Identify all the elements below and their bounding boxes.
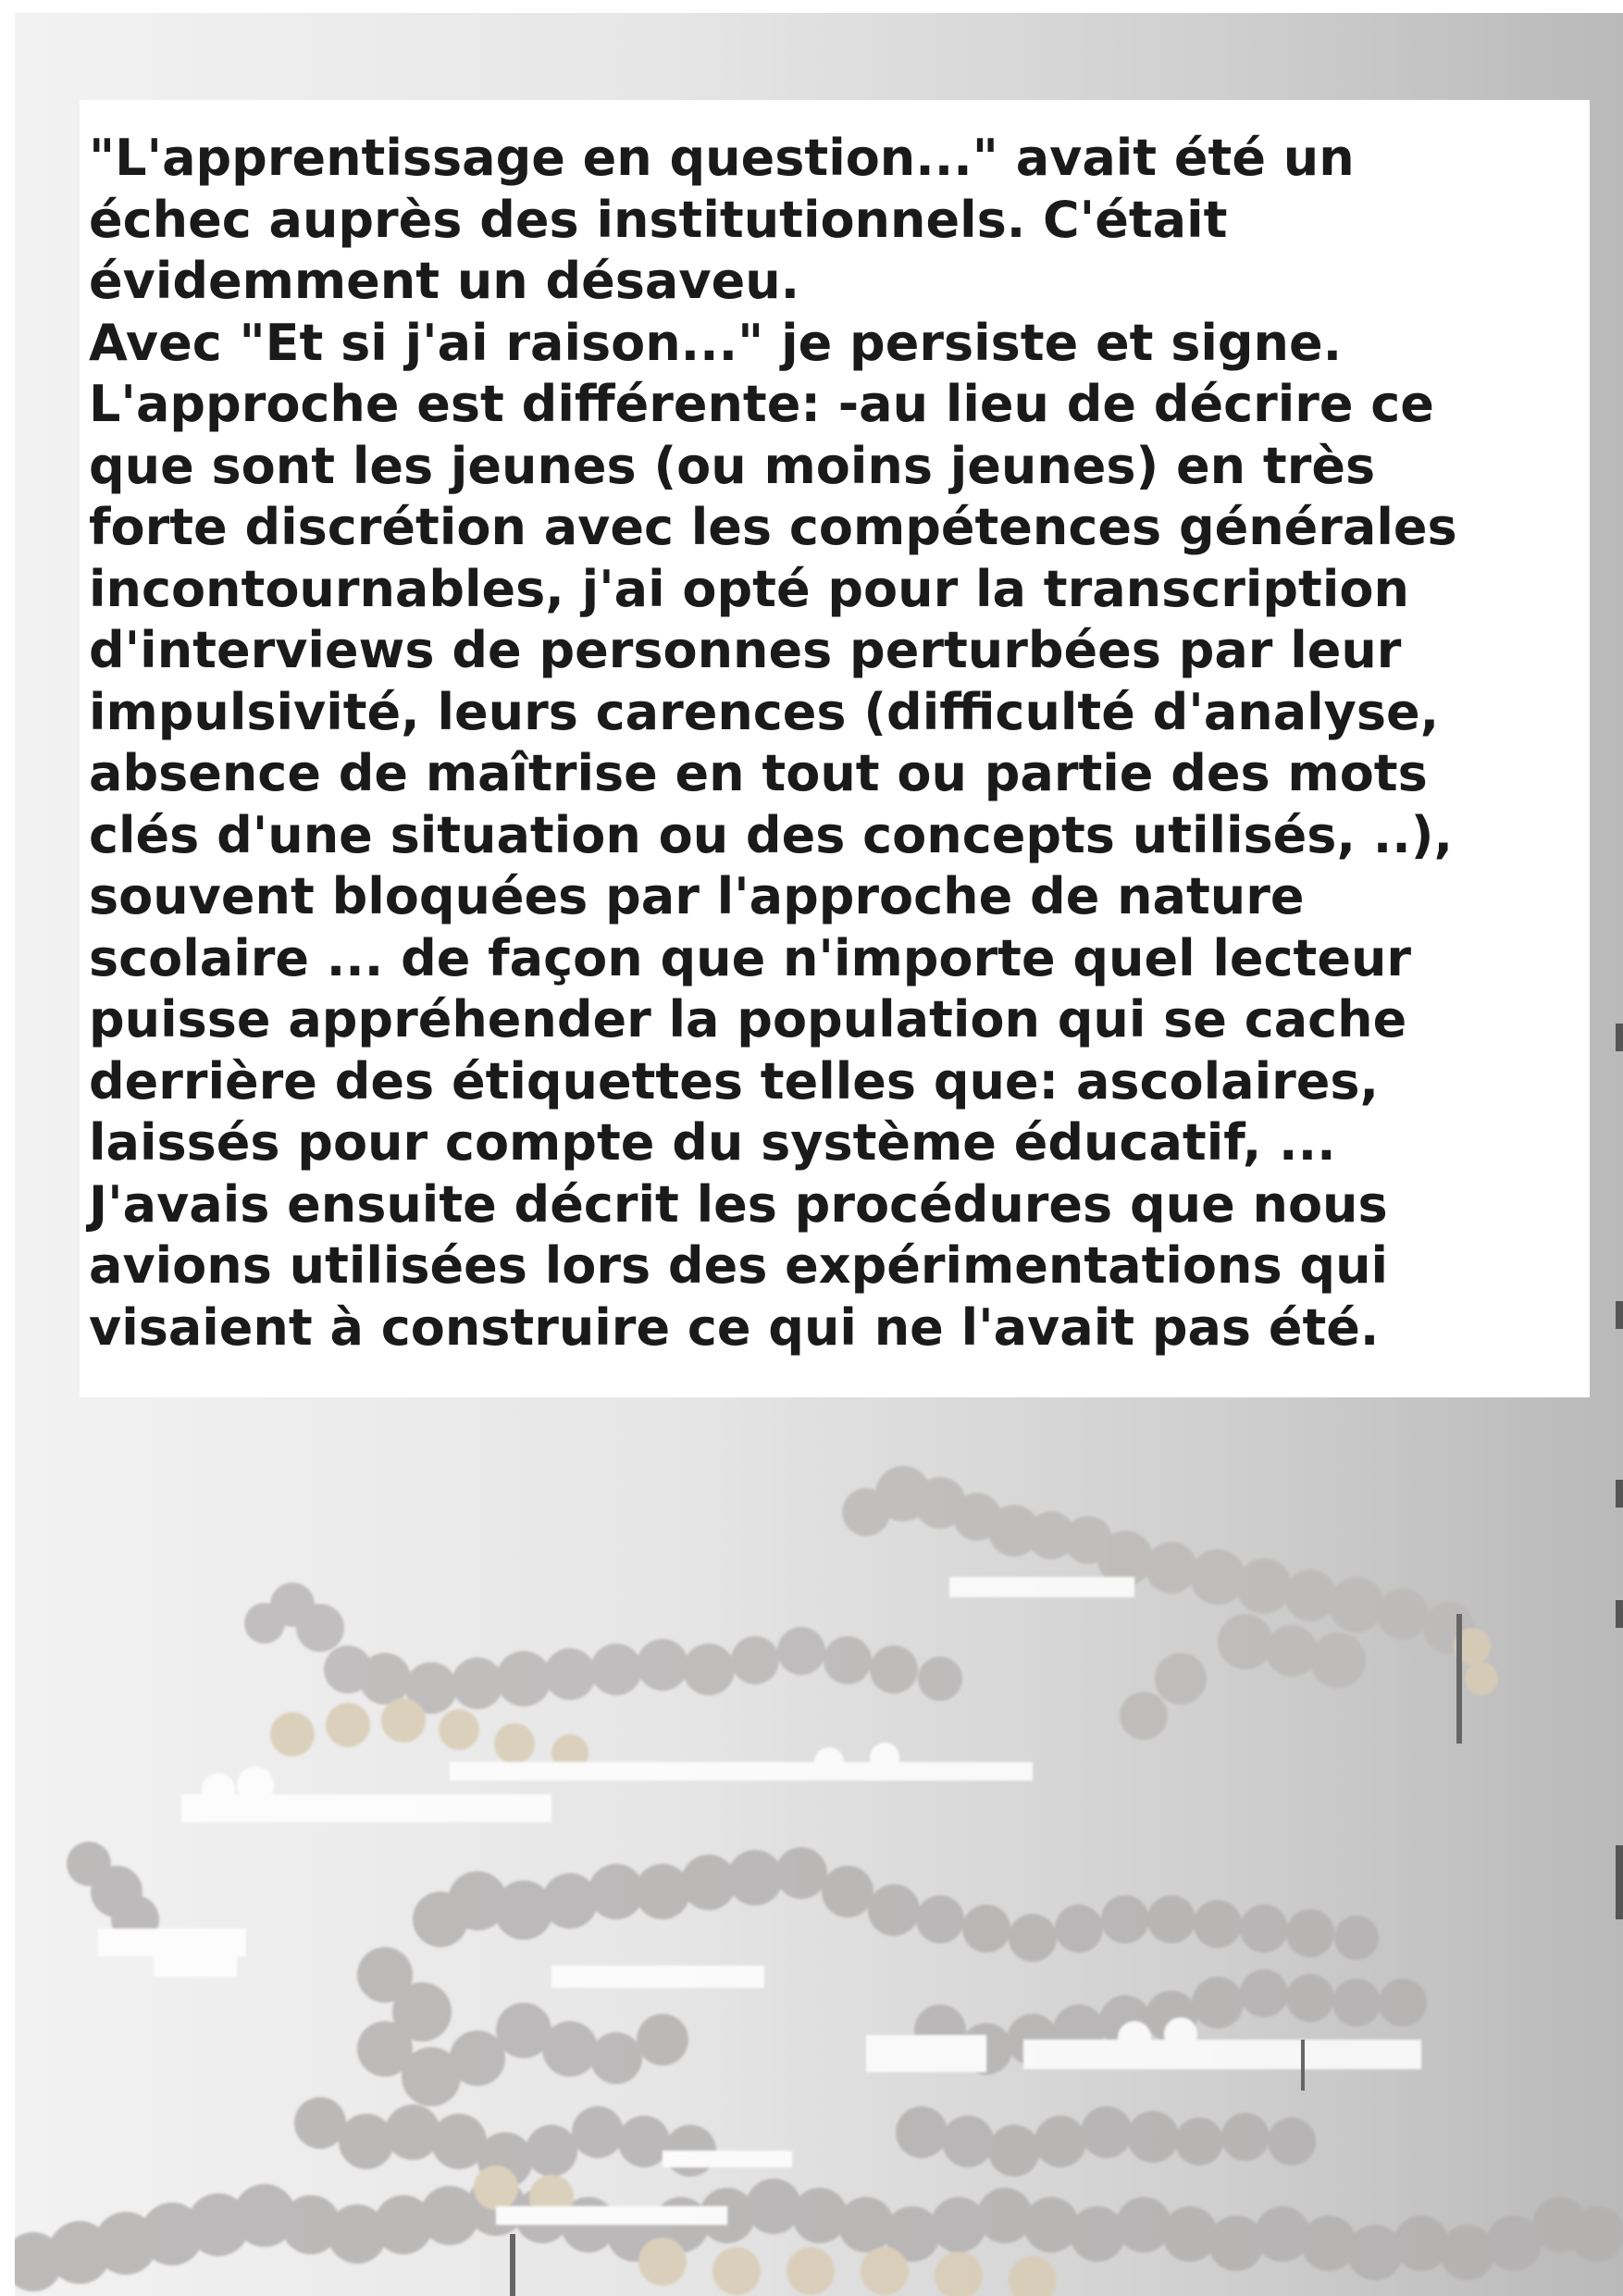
text-line: scolaire ... de façon que n'importe quel lecteur: [89, 928, 1412, 987]
text-line: impulsivité, leurs carences (difficulté d'analyse,: [89, 682, 1440, 741]
paragraph-procedures: [89, 1174, 1590, 1359]
text-line: "L'apprentissage en question..." avait été un: [89, 129, 1355, 187]
edge-mark: [1616, 1600, 1623, 1628]
text-line: visaient à construire ce qui ne l'avait pas été.: [89, 1297, 1380, 1357]
text-line: clés d'une situation ou des concepts utilisés, ..),: [89, 805, 1453, 864]
edge-mark: [1616, 1480, 1623, 1508]
text-line: évidemment un désaveu.: [89, 252, 800, 310]
text-line: souvent bloquées par l'approche de nature: [89, 867, 1305, 925]
text-line: derrière des étiquettes telles que: ascolaires,: [89, 1051, 1380, 1111]
text-line: que sont les jeunes (ou moins jeunes) en très: [89, 436, 1376, 495]
text-line: L'approche est différente: -au lieu de décrire ce: [89, 375, 1434, 433]
edge-mark: [1616, 1301, 1623, 1329]
text-line: échec auprès des institutionnels. C'était: [89, 190, 1228, 249]
text-box: [80, 100, 1590, 1397]
page-background: [15, 13, 1623, 2296]
text-line: incontournables, j'ai opté pour la transcription: [89, 559, 1409, 618]
text-line: puisse appréhender la population qui se cache: [89, 990, 1407, 1049]
text-line: avions utilisées lors des expérimentations qui: [89, 1236, 1389, 1295]
text-line: laissés pour compte du système éducatif, ...: [89, 1113, 1336, 1172]
paragraph-intro: [89, 128, 1590, 313]
paragraph-approach: [89, 313, 1590, 1174]
text-line: Avec "Et si j'ai raison..." je persiste et signe.: [89, 313, 1343, 372]
edge-mark: [1616, 1024, 1623, 1051]
text-line: J'avais ensuite décrit les procédures que nous: [89, 1174, 1388, 1234]
text-line: absence de maîtrise en tout ou partie des mots: [89, 744, 1428, 802]
text-line: d'interviews de personnes perturbées par leur: [89, 621, 1402, 679]
text-line: forte discrétion avec les compétences générales: [89, 498, 1457, 556]
edge-mark: [1616, 1845, 1623, 1919]
